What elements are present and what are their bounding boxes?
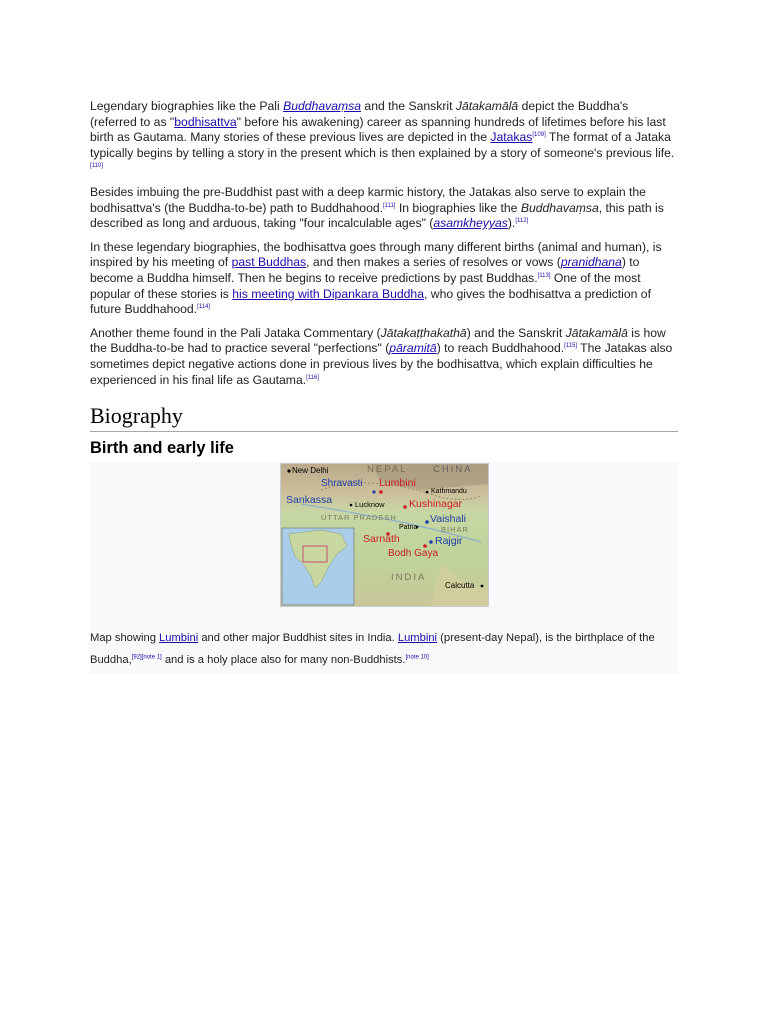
citation-114[interactable]: [114]: [197, 304, 210, 311]
article-content: [90, 99, 678, 674]
map-label-china: CHINA: [433, 464, 473, 476]
citation-112[interactable]: [112]: [515, 218, 529, 225]
map-label-shravasti: Shravasti: [321, 478, 363, 490]
link-paramita[interactable]: pāramitā: [389, 341, 437, 356]
subsection-heading-birth: Birth and early life: [90, 439, 234, 458]
citation-92-note-1[interactable]: [92][note 1]: [131, 654, 162, 661]
citation-113[interactable]: [113]: [537, 272, 551, 279]
section-heading-biography: Biography: [90, 402, 678, 432]
citation-116[interactable]: [116]: [306, 374, 320, 381]
map-label-lucknow: Lucknow: [355, 500, 385, 510]
inset-map: [282, 528, 354, 605]
citation-115[interactable]: [115]: [564, 343, 578, 350]
citation-111[interactable]: [111]: [383, 202, 396, 209]
map-label-kathmandu: Kathmandu: [431, 488, 467, 496]
map-figure: [90, 462, 678, 674]
citation-109[interactable]: [109]: [532, 132, 546, 139]
map-label-kushinagar: Kushinagar: [409, 498, 463, 511]
link-lumbini-2[interactable]: Lumbini: [397, 632, 438, 645]
map-label-calcutta: Calcutta: [445, 581, 475, 591]
map-label-sankassa: Sankassa: [286, 494, 333, 507]
map-label-lumbini: Lumbini: [379, 477, 416, 490]
link-dipankara-meeting[interactable]: his meeting with Dipankara Buddha: [232, 286, 424, 301]
link-past-buddhas[interactable]: past Buddhas: [231, 255, 307, 270]
citation-note-10[interactable]: [note 10]: [405, 654, 429, 661]
paragraph-jataka-intro: Legendary biographies like the Pali Buddhavaṃsa and the Sanskrit Jātakamālā depict the Buddha's (referred to as "bodhisattva" before his awakening) career as spanning hundreds of lifetimes before his last birth as Gautama. Many stories of these previous lives are depicted in the Jatakas[109] The format of a Jataka typically begins by telling a story in the present which is then explained by a story of someone's previous life.[110]: [90, 99, 675, 170]
link-pranidhana[interactable]: pranidhana: [560, 255, 622, 270]
link-lumbini-1[interactable]: Lumbini: [159, 632, 199, 645]
link-bodhisattva[interactable]: bodhisattva: [174, 114, 237, 129]
map-label-patna: Patna: [399, 524, 418, 532]
citation-110[interactable]: [110]: [90, 163, 103, 170]
paragraph-karmic-history: Besides imbuing the pre-Buddhist past with a deep karmic history, the Jatakas also serve to explain the bodhisattva's (the Buddha-to-be) path to Buddhahood.[111] In biographies like the Buddhavaṃsa, this path is described as long and arduous, taking "four incalculable ages" (asamkheyyas).[112]: [90, 184, 664, 231]
map-label-bodh-gaya: Bodh Gaya: [388, 548, 439, 560]
map-label-bihar: BIHAR: [441, 525, 469, 535]
map-label-new-delhi: New Delhi: [292, 466, 329, 476]
link-jatakas[interactable]: Jatakas: [490, 130, 533, 145]
paragraph-legendary-births: In these legendary biographies, the bodhisattva goes through many different births (animal and human), is inspired by his meeting of past Buddhas, and then makes a series of resolves or vows (pranidhana) to become a Buddha himself. Then he begins to receive predictions by past Buddhas.[113] One of the most popular of these stories is his meeting with Dipankara Buddha, who gives the bodhisattva a prediction of future Buddhahood.[114]: [90, 239, 662, 317]
map-label-nepal: NEPAL: [367, 464, 408, 476]
map-caption: Map showing Lumbini and other major Buddhist sites in India. Lumbini (present-day Nepal), is the birthplace of the Buddha,[92][note 1] and is a holy place also for many non-Buddhists.[note 10]: [90, 632, 655, 667]
map-label-uttar-pradesh: UTTAR PRADESH: [321, 513, 397, 523]
buddhist-sites-map[interactable]: [280, 463, 489, 607]
link-asamkheyyas[interactable]: asamkheyyas: [433, 216, 508, 231]
link-buddhavamsa[interactable]: Buddhavaṃsa: [283, 99, 362, 113]
paragraph-perfections: Another theme found in the Pali Jataka Commentary (Jātakaṭṭhakathā) and the Sanskrit Jātakamālā is how the Buddha-to-be had to practice several "perfections" (pāramitā) to reach Buddhahood.[115] The Jatakas also sometimes depict negative actions done in previous lives by the bodhisattva, which explain difficulties he experienced in his final life as Gautama.[116]: [90, 325, 673, 387]
map-label-rajgir: Rajgir: [435, 535, 463, 548]
map-label-sarnath: Sarnath: [363, 533, 400, 546]
map-label-india: INDIA: [391, 572, 427, 584]
map-label-vaishali: Vaishali: [430, 513, 466, 526]
